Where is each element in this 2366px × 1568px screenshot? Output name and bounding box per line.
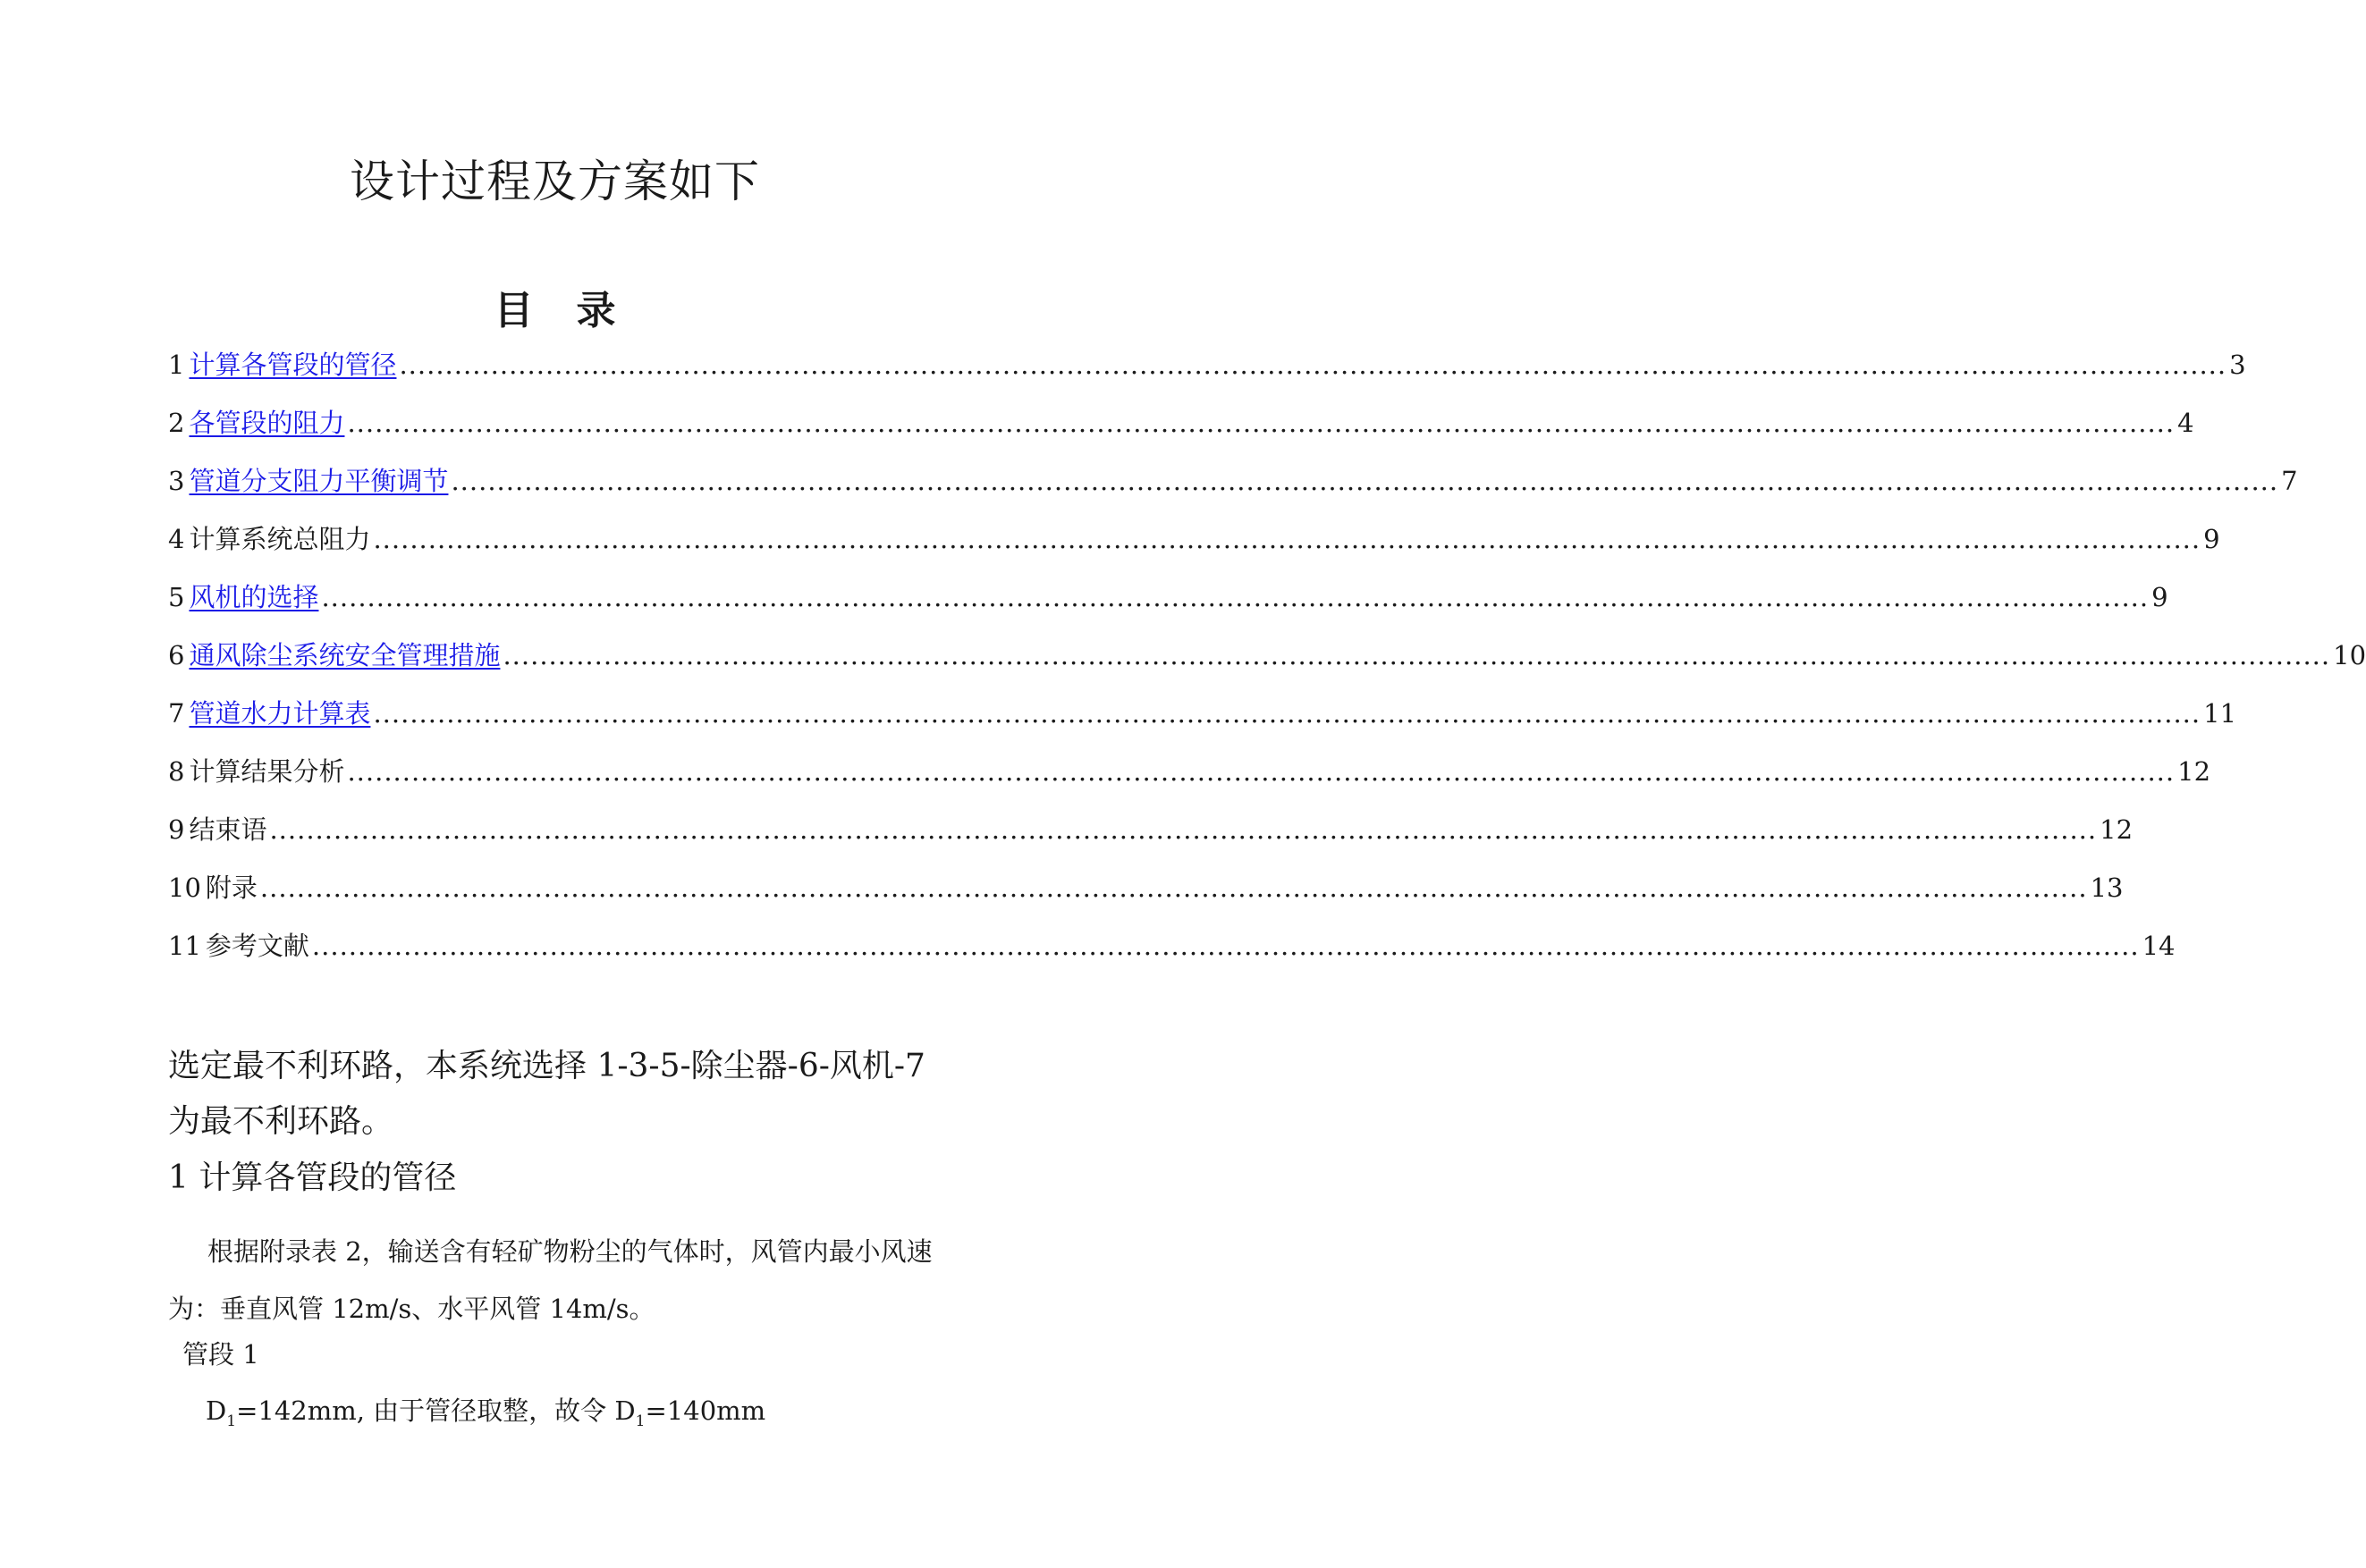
toc-entry-link[interactable]: 计算各管段的管径 xyxy=(189,350,397,380)
toc-entry-label: 计算结果分析 xyxy=(189,756,345,787)
toc-entry-label: 计算系统总阻力 xyxy=(189,524,371,554)
toc-entry-number: 11 xyxy=(168,931,201,961)
toc-entry-number: 6 xyxy=(168,640,185,670)
d-symbol: D xyxy=(206,1395,227,1426)
toc-entry-link[interactable]: 各管段的阻力 xyxy=(189,408,345,438)
toc-dot-leader: ........................................................................................................................................................................................................ xyxy=(399,350,2227,380)
diameter-formula xyxy=(206,1393,980,1439)
toc-dot-leader: ........................................................................................................................................................................................................ xyxy=(373,524,2201,554)
toc-heading-char-1: 目 xyxy=(494,288,534,333)
toc-entry-number: 4 xyxy=(168,524,185,554)
toc-entry-page: 7 xyxy=(2281,466,2298,496)
toc-dot-leader: ........................................................................................................................................................................................................ xyxy=(373,698,2201,729)
toc-entry[interactable] xyxy=(168,347,2246,405)
toc-dot-leader: ........................................................................................................................................................................................................ xyxy=(503,640,2331,670)
toc-dot-leader: ........................................................................................................................................................................................................ xyxy=(321,582,2150,612)
toc-dot-leader: ........................................................................................................................................................................................................ xyxy=(347,408,2176,438)
toc-entry xyxy=(168,521,2220,579)
toc-entry-link[interactable]: 风机的选择 xyxy=(189,582,319,612)
intro-paragraph: 选定最不利环路，本系统选择 1-3-5-除尘器-6-风机-7 为最不利环路。 xyxy=(168,1048,925,1140)
toc-entry[interactable] xyxy=(168,637,2366,695)
toc-entry-page: 11 xyxy=(2203,698,2237,729)
table-of-contents xyxy=(168,347,2366,986)
section-heading: 1 计算各管段的管径 xyxy=(168,1159,457,1196)
toc-dot-leader: ........................................................................................................................................................................................................ xyxy=(311,931,2140,961)
toc-entry-page: 14 xyxy=(2142,931,2176,961)
toc-entry xyxy=(168,870,2124,928)
toc-entry-page: 13 xyxy=(2090,873,2124,903)
toc-entry-page: 3 xyxy=(2229,350,2246,380)
toc-entry xyxy=(168,754,2211,812)
toc-entry-link[interactable]: 管道水力计算表 xyxy=(189,698,371,729)
toc-dot-leader: ........................................................................................................................................................................................................ xyxy=(451,466,2279,496)
toc-heading-char-2: 录 xyxy=(576,288,616,333)
toc-entry[interactable] xyxy=(168,463,2298,521)
toc-entry-link[interactable]: 管道分支阻力平衡调节 xyxy=(189,466,449,496)
toc-entry[interactable] xyxy=(168,579,2168,637)
toc-entry-number: 10 xyxy=(168,873,201,903)
toc-dot-leader: ........................................................................................................................................................................................................ xyxy=(259,873,2088,903)
toc-entry-number: 2 xyxy=(168,408,185,438)
toc-dot-leader: ........................................................................................................................................................................................................ xyxy=(347,756,2176,787)
toc-dot-leader: ........................................................................................................................................................................................................ xyxy=(269,814,2098,845)
d-subscript: 1 xyxy=(226,1412,237,1430)
toc-entry-page: 4 xyxy=(2177,408,2194,438)
toc-entry-page: 9 xyxy=(2151,582,2168,612)
toc-entry-page: 12 xyxy=(2100,814,2134,845)
toc-entry-number: 3 xyxy=(168,466,185,496)
formula-part-1: =142mm, 由于管径取整，故令 xyxy=(236,1395,615,1426)
toc-entry-page: 9 xyxy=(2203,524,2220,554)
d-symbol-2: D xyxy=(614,1395,636,1426)
toc-entry-page: 12 xyxy=(2177,756,2211,787)
toc-entry-label: 附录 xyxy=(205,873,258,903)
toc-entry[interactable] xyxy=(168,695,2237,754)
toc-heading xyxy=(0,284,1110,338)
toc-entry-link[interactable]: 通风除尘系统安全管理措施 xyxy=(189,640,501,670)
formula-part-2: =140mm xyxy=(645,1395,766,1426)
toc-entry-label: 结束语 xyxy=(189,814,267,845)
section-paragraph: 根据附录表 2，输送含有轻矿物粉尘的气体时，风管内最小风速为：垂直风管 12m/s、水平风管 14m/s。 xyxy=(168,1236,933,1324)
d-subscript-2: 1 xyxy=(635,1412,646,1430)
toc-entry xyxy=(168,812,2134,870)
toc-entry-number: 9 xyxy=(168,814,185,845)
segment-label: 管段 1 xyxy=(182,1339,259,1370)
toc-entry[interactable] xyxy=(168,405,2194,463)
toc-entry xyxy=(168,928,2176,986)
toc-entry-page: 10 xyxy=(2333,640,2366,670)
toc-entry-number: 5 xyxy=(168,582,185,612)
toc-entry-label: 参考文献 xyxy=(205,931,309,961)
toc-entry-number: 1 xyxy=(168,350,185,380)
toc-entry-number: 8 xyxy=(168,756,185,787)
toc-entry-number: 7 xyxy=(168,698,185,729)
page-title: 设计过程及方案如下 xyxy=(350,156,760,207)
